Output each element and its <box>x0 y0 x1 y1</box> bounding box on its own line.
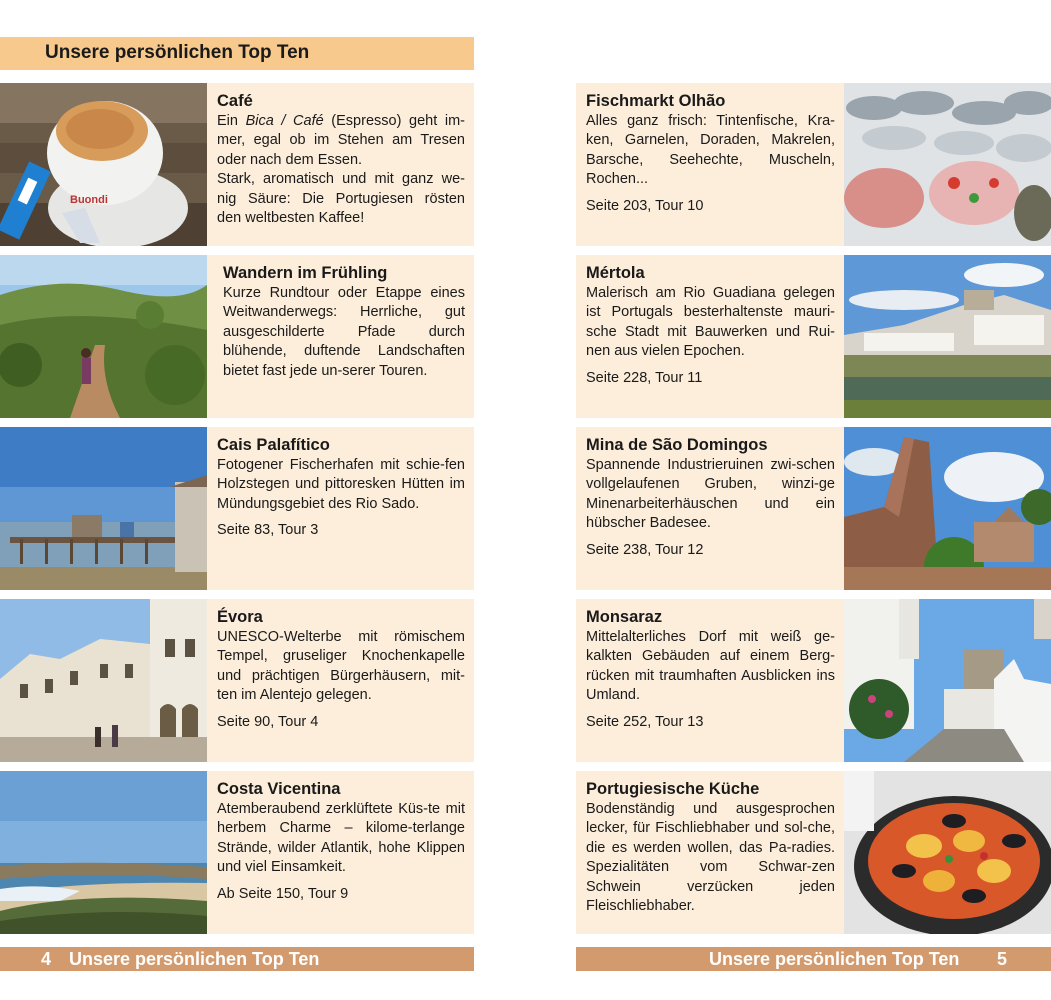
card-body: Atemberaubend zerklüftete Küs-te mit herbem Charme – kilome-terlange Strände, wilder Atlantik, hohe Klippen und viel Einsamkeit. <box>217 801 465 876</box>
espresso-cup-image <box>0 83 207 246</box>
card-page-ref: Seite 238, Tour 12 <box>586 541 704 558</box>
card-body: Malerisch am Rio Guadiana gelegen ist Portugals besterhaltenste mauri-sche Stadt mit Bauwerken und Rui-nen aus vielen Epochen. <box>586 285 835 360</box>
footer-left-title: Unsere persönlichen Top Ten <box>69 949 320 969</box>
card-cais-palafitico <box>0 427 474 590</box>
card-costa-vicentina <box>0 771 474 934</box>
card-body: Bodenständig und ausgesprochen lecker, für Fischliebhaber und sol-che, die es werden wollen, das Pa-radies. Spezialitäten vom Schwar-zen Schwein verzücken jeden Fleischliebhaber. <box>586 801 835 915</box>
card-text <box>576 599 844 762</box>
card-body <box>217 112 465 228</box>
card-title: Mina de São Domingos <box>586 436 768 454</box>
card-title: Mértola <box>586 264 645 282</box>
stilt-harbour-image <box>0 427 207 590</box>
photo-espresso-cup <box>0 83 207 246</box>
card-monsaraz <box>576 599 1051 762</box>
photo-hiking-trail <box>0 255 207 418</box>
card-title: Costa Vicentina <box>217 780 341 798</box>
card-mertola <box>576 255 1051 418</box>
photo-mine-ruins <box>844 427 1051 590</box>
card-page-ref: Ab Seite 150, Tour 9 <box>217 885 349 902</box>
photo-cataplana-dish <box>844 771 1051 934</box>
card-title: Wandern im Frühling <box>223 264 388 282</box>
card-mina-de-sao-domingos <box>576 427 1051 590</box>
card-text <box>576 255 844 418</box>
card-title: Monsaraz <box>586 608 663 626</box>
card-portugiesische-kueche <box>576 771 1051 934</box>
card-text <box>207 427 474 590</box>
body-text: (Espresso) geht im- <box>323 113 465 129</box>
footer-right <box>576 947 1051 971</box>
card-title: Cais Palafítico <box>217 436 330 454</box>
body-line: nig Säure: Die Portugiesen rösten <box>217 190 465 207</box>
photo-mertola-town <box>844 255 1051 418</box>
card-text <box>207 255 474 418</box>
card-body: Mittelalterliches Dorf mit weiß ge-kalkten Gebäuden auf einem Berg-rücken mit traumhaften Ausblicken ins Umland. <box>586 629 835 704</box>
page-number-left: 4 <box>41 949 52 969</box>
page-number-right: 5 <box>997 949 1008 969</box>
footer-left <box>0 947 474 971</box>
card-cafe <box>0 83 474 246</box>
card-text <box>207 771 474 934</box>
card-text <box>576 771 844 934</box>
mertola-town-image <box>844 255 1051 418</box>
card-page-ref: Seite 252, Tour 13 <box>586 713 704 730</box>
fish-market-image <box>844 83 1051 246</box>
hiking-trail-image <box>0 255 207 418</box>
section-header <box>0 37 474 70</box>
monsaraz-village-image <box>844 599 1051 762</box>
card-page-ref: Seite 203, Tour 10 <box>586 197 704 214</box>
body-line: den weltbesten Kaffee! <box>217 210 365 227</box>
body-line: mer, egal ob im Stehen am Tresen <box>217 132 465 149</box>
coast-image <box>0 771 207 934</box>
photo-coast <box>0 771 207 934</box>
card-body: UNESCO-Welterbe mit römischem Tempel, gruseliger Knochenkapelle und prächtigen Bürgerhäusern, mit-ten im Alentejo gelegen. <box>217 629 465 704</box>
body-line: oder nach dem Essen. <box>217 151 363 168</box>
card-body: Alles ganz frisch: Tintenfische, Kra-ken, Garnelen, Doraden, Makrelen, Barsche, Seehechte, Muscheln, Rochen... <box>586 113 835 188</box>
footer-right-title: Unsere persönlichen Top Ten <box>709 949 960 969</box>
body-italic: Bica / Café <box>245 113 324 129</box>
card-text <box>207 599 474 762</box>
card-text <box>207 83 474 246</box>
mine-ruins-image <box>844 427 1051 590</box>
cataplana-dish-image <box>844 771 1051 934</box>
card-page-ref: Seite 228, Tour 11 <box>586 369 703 386</box>
card-page-ref: Seite 83, Tour 3 <box>217 522 319 539</box>
body-text: Ein <box>217 113 246 129</box>
card-body: Spannende Industrieruinen zwi-schen vollgelaufenen Gruben, winzi-ge Minenarbeiterhäuschen und ein hübscher Badesee. <box>586 457 835 532</box>
photo-evora-street <box>0 599 207 762</box>
body-line: Stark, aromatisch und mit ganz we- <box>217 171 465 188</box>
card-text <box>576 83 844 246</box>
card-body: Fotogener Fischerhafen mit schie-fen Holzstegen und pittoresken Hütten im Mündungsgebiet des Rio Sado. <box>217 457 465 512</box>
section-header-title: Unsere persönlichen Top Ten <box>45 42 310 63</box>
card-title: Portugiesische Küche <box>586 780 760 798</box>
card-title: Fischmarkt Olhão <box>586 92 726 110</box>
photo-fish-market <box>844 83 1051 246</box>
photo-monsaraz-village <box>844 599 1051 762</box>
card-wandern <box>0 255 474 418</box>
svg-text:Buondi: Buondi <box>70 194 108 206</box>
card-title: Évora <box>217 608 263 626</box>
photo-stilt-harbour <box>0 427 207 590</box>
card-title: Café <box>217 92 253 110</box>
card-evora <box>0 599 474 762</box>
card-body: Kurze Rundtour oder Etappe eines Weitwanderwegs: Herrliche, gut ausgeschilderte Pfade durch blühende, duftende Landschaften bietet fast jede un-serer Touren. <box>223 285 465 379</box>
card-fischmarkt-olhao <box>576 83 1051 246</box>
card-text <box>576 427 844 590</box>
evora-street-image <box>0 599 207 762</box>
card-page-ref: Seite 90, Tour 4 <box>217 713 319 730</box>
